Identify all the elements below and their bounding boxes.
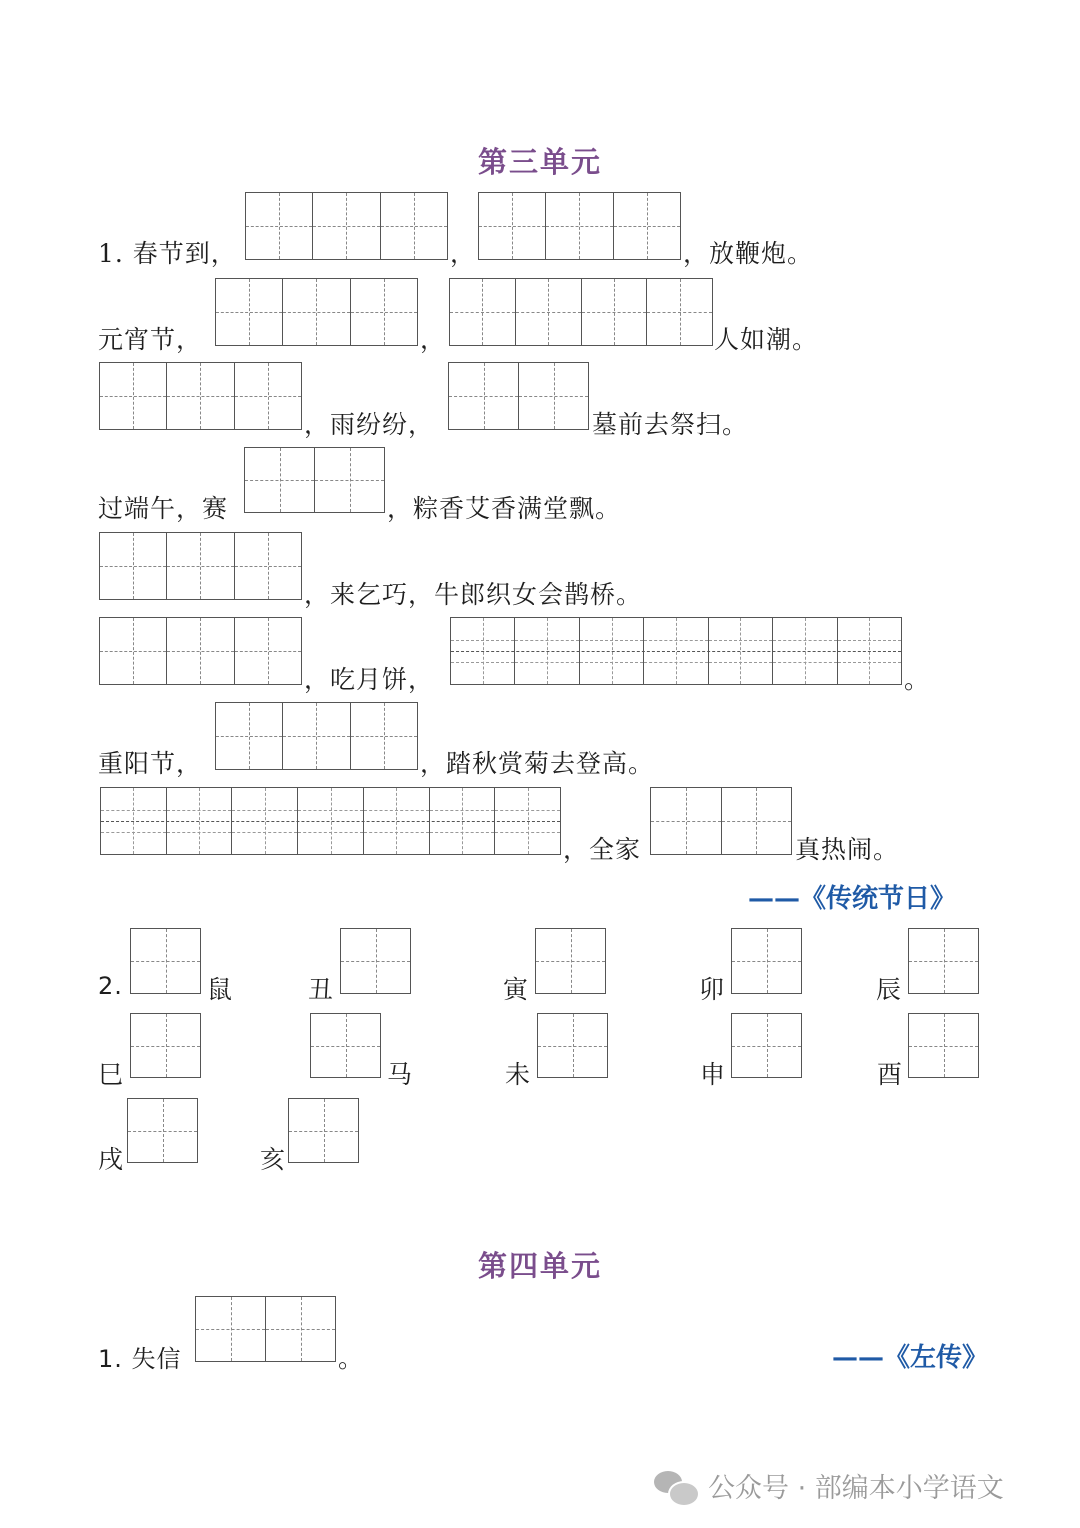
zodiac-label: 亥 [260, 1145, 287, 1174]
zodiac-box[interactable] [537, 1013, 608, 1078]
zodiac-label: 巳 [98, 1060, 125, 1089]
zodiac-box[interactable] [908, 928, 979, 994]
zodiac-box[interactable] [731, 1013, 802, 1078]
zodiac-box[interactable] [535, 928, 606, 994]
q1-line1-comma: ， [450, 239, 477, 268]
unit4-q1-suffix: 。 [338, 1344, 365, 1373]
answer-grid-2[interactable] [195, 1296, 336, 1362]
watermark [654, 1466, 1004, 1505]
answer-grid-2[interactable] [650, 787, 792, 855]
answer-grid-4[interactable] [478, 192, 681, 260]
zodiac-box[interactable] [310, 1013, 381, 1078]
zodiac-label: 申 [700, 1060, 727, 1089]
zodiac-box[interactable] [288, 1098, 359, 1163]
unit4-source: ——《左传》 [832, 1343, 989, 1373]
answer-grid-3[interactable] [99, 617, 302, 685]
zodiac-label: 寅 [503, 975, 530, 1004]
zodiac-label: 未 [505, 1060, 532, 1089]
q1-line4-prefix: 过端午，赛 [98, 494, 229, 523]
q1-line2-prefix: 元宵节， [98, 325, 203, 354]
unit3-source: ——《传统节日》 [748, 884, 957, 914]
zodiac-box[interactable] [130, 928, 201, 994]
q1-line7-prefix: 重阳节， [98, 749, 203, 778]
q1-line1-prefix: 1. 春节到， [98, 239, 237, 268]
answer-grid-3[interactable] [215, 278, 418, 346]
zodiac-box[interactable] [908, 1013, 979, 1078]
watermark-text: 公众号 · 部编本小学语文 [708, 1473, 1004, 1504]
answer-grid-3[interactable] [99, 532, 302, 600]
unit4-q1-prefix: 1. 失信 [98, 1345, 182, 1373]
q1-line8-mid: ，全家 [563, 835, 642, 864]
answer-grid-3[interactable] [215, 702, 418, 770]
q1-line8-suffix: 真热闹。 [795, 835, 900, 864]
pinyin-grid-7[interactable] [100, 787, 561, 855]
q1-line2-comma: ， [420, 325, 447, 354]
q1-line4-suffix: ，粽香艾香满堂飘。 [387, 494, 622, 523]
q1-line1-suffix: ，放鞭炮。 [683, 239, 814, 268]
q1-line5-suffix: ，来乞巧，牛郎织女会鹊桥。 [304, 580, 643, 609]
zodiac-box[interactable] [340, 928, 411, 994]
unit3-title: 第三单元 [477, 145, 602, 179]
q2-number: 2. [98, 972, 123, 1000]
q1-line7-suffix: ，踏秋赏菊去登高。 [420, 749, 655, 778]
zodiac-label: 辰 [876, 975, 903, 1004]
answer-grid-2[interactable] [448, 362, 589, 430]
zodiac-label: 戌 [98, 1145, 125, 1174]
zodiac-label: 丑 [308, 975, 335, 1004]
answer-grid-4[interactable] [245, 192, 448, 260]
q1-line6-mid: ，吃月饼， [304, 665, 435, 694]
zodiac-label: 马 [387, 1060, 414, 1089]
wechat-icon [654, 1469, 698, 1503]
q1-line3-mid: ，雨纷纷， [304, 410, 435, 439]
pinyin-grid-7[interactable] [450, 617, 902, 685]
answer-grid-2[interactable] [244, 447, 385, 513]
zodiac-box[interactable] [130, 1013, 201, 1078]
zodiac-label: 酉 [877, 1060, 904, 1089]
q1-line2-suffix: 人如潮。 [714, 325, 819, 354]
q1-line6-suffix: 。 [904, 665, 931, 694]
unit4-title: 第四单元 [477, 1249, 602, 1283]
zodiac-label: 卯 [699, 975, 726, 1004]
answer-grid-4[interactable] [449, 278, 713, 346]
zodiac-box[interactable] [127, 1098, 198, 1163]
zodiac-box[interactable] [731, 928, 802, 994]
zodiac-label: 鼠 [207, 975, 234, 1004]
q1-line3-suffix: 墓前去祭扫。 [592, 410, 749, 439]
answer-grid-3[interactable] [99, 362, 302, 430]
